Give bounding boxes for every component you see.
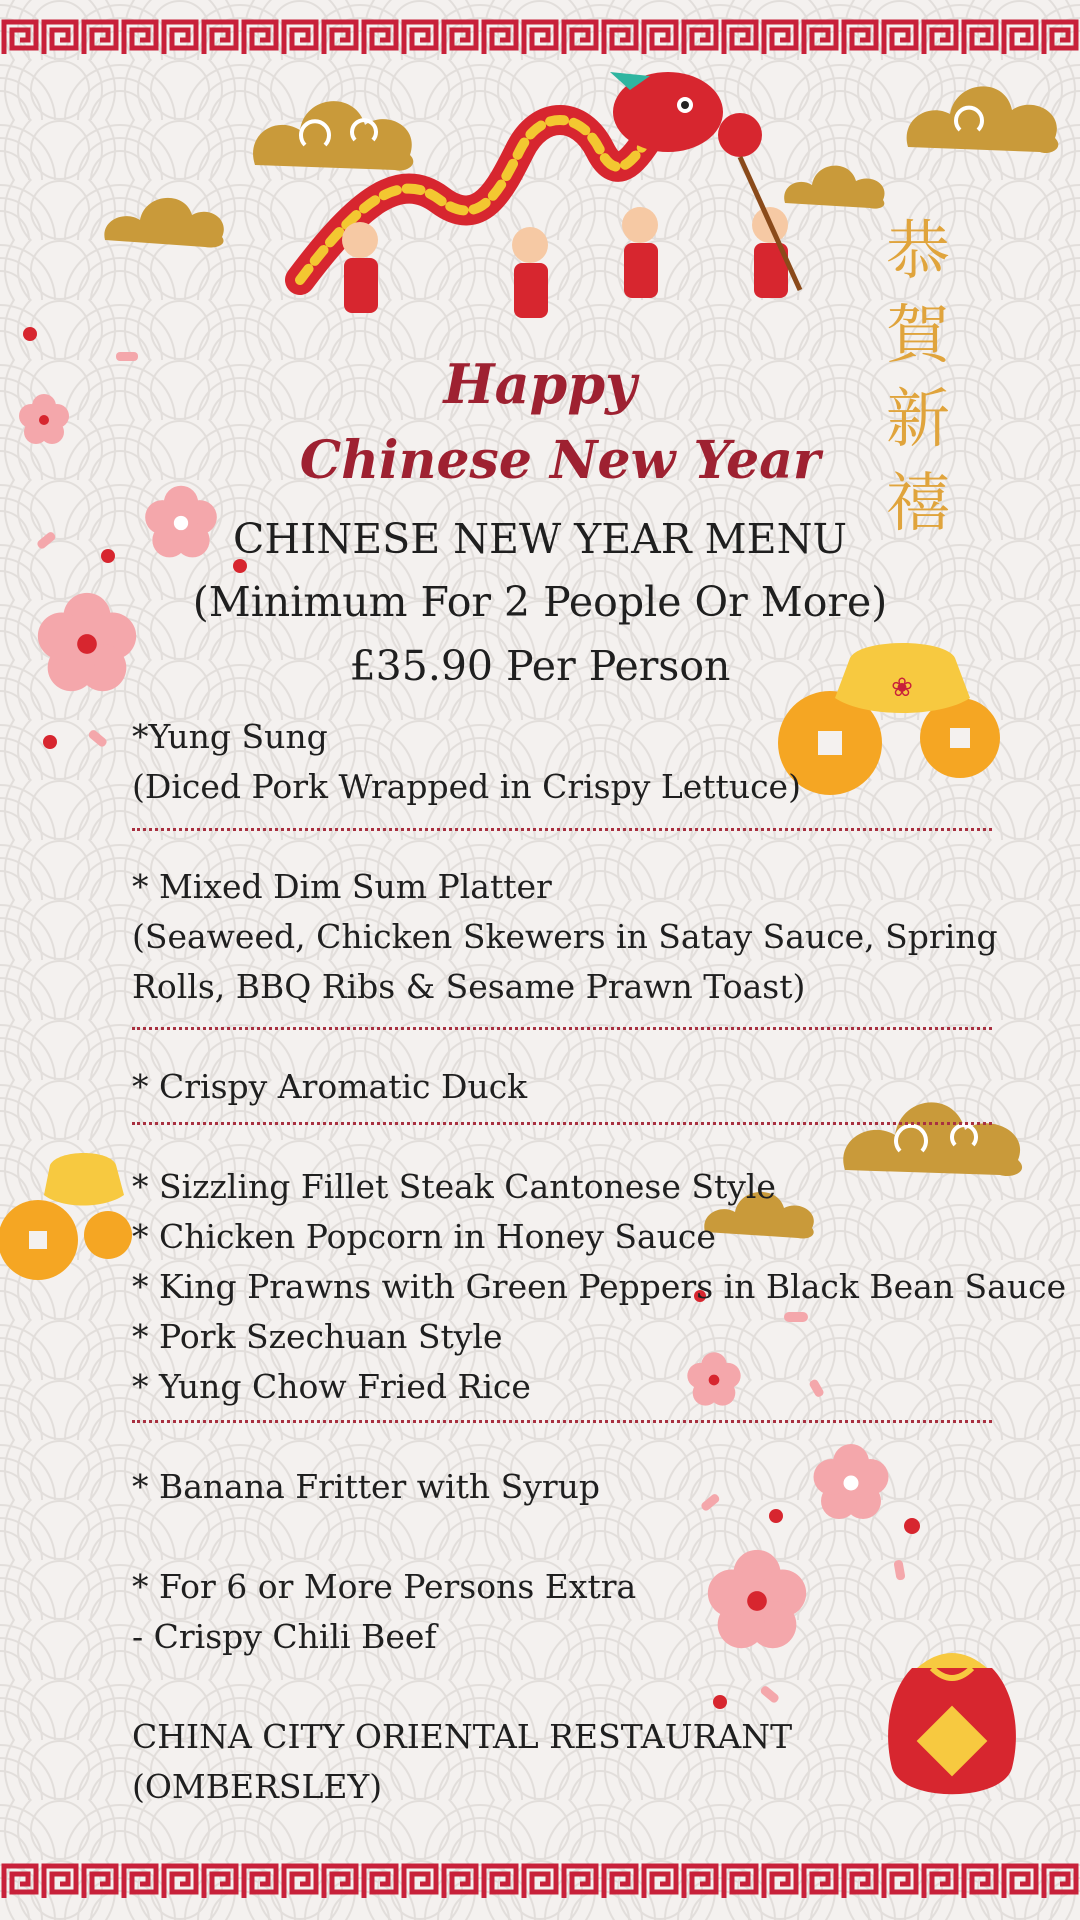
menu-section-dessert bbox=[132, 1462, 992, 1512]
restaurant-name-line: CHINA CITY ORIENTAL RESTAURANT bbox=[132, 1717, 793, 1756]
menu-price: £35.90 Per Person bbox=[349, 642, 731, 690]
restaurant-location: (OMBERSLEY) bbox=[132, 1767, 383, 1806]
menu-section-starter2 bbox=[132, 862, 998, 1012]
menu-item-description: Rolls, BBQ Ribs & Sesame Prawn Toast) bbox=[132, 967, 806, 1006]
menu-section-extra bbox=[132, 1562, 992, 1662]
greeting-chinese-new-year: Chinese New Year bbox=[299, 430, 821, 491]
menu-item-description: (Diced Pork Wrapped in Crispy Lettuce) bbox=[132, 767, 801, 806]
menu-item: - Crispy Chili Beef bbox=[132, 1617, 437, 1656]
menu-section-mains bbox=[132, 1162, 1067, 1412]
menu-item: * Pork Szechuan Style bbox=[132, 1317, 503, 1356]
greeting-happy: Happy bbox=[443, 352, 637, 416]
menu-item: * Mixed Dim Sum Platter bbox=[132, 867, 552, 906]
menu-item: * King Prawns with Green Peppers in Black Bean Sauce bbox=[132, 1267, 1067, 1306]
dotted-divider bbox=[132, 1420, 992, 1423]
menu-item: * Banana Fritter with Syrup bbox=[132, 1467, 601, 1506]
chinese-char: 新 bbox=[886, 383, 950, 457]
dotted-divider bbox=[132, 828, 992, 831]
restaurant-name bbox=[132, 1712, 992, 1812]
vertical-chinese-greeting bbox=[878, 210, 958, 546]
menu-section-duck bbox=[132, 1062, 992, 1112]
dotted-divider bbox=[132, 1027, 992, 1030]
menu-section-starter1 bbox=[132, 712, 992, 812]
menu-item: * For 6 or More Persons Extra bbox=[132, 1567, 637, 1606]
menu-item: * Crispy Aromatic Duck bbox=[132, 1067, 528, 1106]
menu-item: *Yung Sung bbox=[132, 717, 328, 756]
menu-subtitle: (Minimum For 2 People Or More) bbox=[192, 578, 888, 626]
dotted-divider bbox=[132, 1122, 992, 1125]
menu-item-description: (Seaweed, Chicken Skewers in Satay Sauce, Spring bbox=[132, 917, 998, 956]
chinese-char: 恭 bbox=[886, 215, 950, 289]
chinese-char: 禧 bbox=[886, 467, 950, 541]
svg-text:❀: ❀ bbox=[891, 673, 913, 703]
menu-item: * Chicken Popcorn in Honey Sauce bbox=[132, 1217, 716, 1256]
menu-item: * Sizzling Fillet Steak Cantonese Style bbox=[132, 1167, 776, 1206]
menu-title: CHINESE NEW YEAR MENU bbox=[233, 515, 847, 563]
menu-item: * Yung Chow Fried Rice bbox=[132, 1367, 531, 1406]
chinese-char: 賀 bbox=[886, 299, 950, 373]
